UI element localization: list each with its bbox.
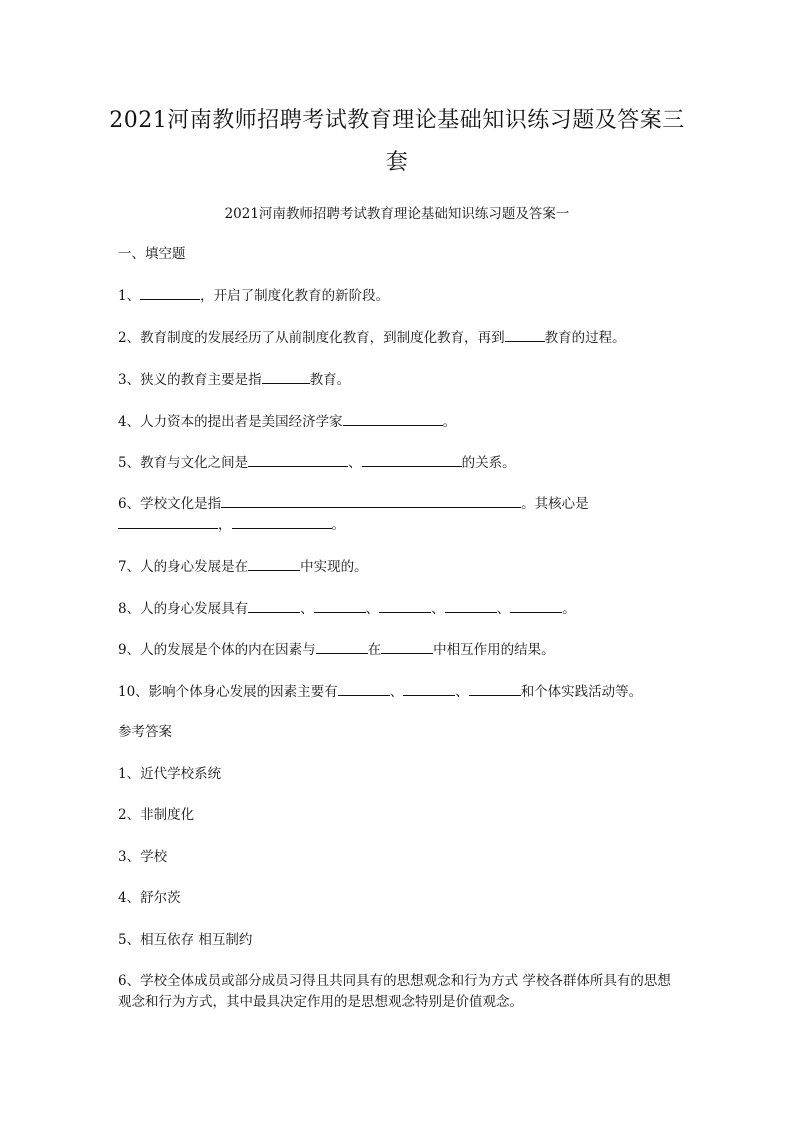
answer-blank xyxy=(445,598,497,613)
answer-4: 4、舒尔茨 xyxy=(118,890,181,906)
question-5-separator: 、 xyxy=(348,455,362,471)
question-1-prefix: 1、 xyxy=(118,288,141,304)
answer-blank xyxy=(248,556,300,571)
question-4-text: 4、人力资本的提出者是美国经济学家 xyxy=(118,414,343,430)
question-3 xyxy=(118,369,676,391)
answer-2: 2、非制度化 xyxy=(118,807,195,823)
question-9-middle: 在 xyxy=(367,642,382,658)
question-8-end: 。 xyxy=(562,601,576,617)
question-1 xyxy=(118,285,676,307)
question-3-suffix: 教育。 xyxy=(309,372,351,388)
question-10-sep: 、 xyxy=(389,684,404,700)
question-5-suffix: 的关系。 xyxy=(461,455,516,471)
question-6-continued xyxy=(118,514,676,536)
question-10 xyxy=(118,681,676,703)
answer-blank xyxy=(403,681,455,696)
question-8-sep: 、 xyxy=(300,601,314,617)
question-2 xyxy=(118,327,676,349)
question-8 xyxy=(118,598,676,620)
question-1-text: ，开启了制度化教育的新阶段。 xyxy=(200,288,390,304)
answer-blank xyxy=(381,639,433,654)
answer-5: 5、相互依存 相互制约 xyxy=(118,932,253,948)
question-9-text: 9、人的发展是个体的内在因素与 xyxy=(118,642,316,658)
question-6-middle: 。其核心是 xyxy=(521,496,589,512)
question-2-suffix: 教育的过程。 xyxy=(544,330,626,346)
question-10-suffix: 和个体实践活动等。 xyxy=(520,684,643,700)
answer-blank xyxy=(510,598,562,613)
page-title: 2021河南教师招聘考试教育理论基础知识练习题及答案三套 xyxy=(109,108,685,175)
answer-1: 1、近代学校系统 xyxy=(118,766,222,782)
question-9 xyxy=(118,639,676,661)
answer-blank xyxy=(469,681,521,696)
answer-blank xyxy=(338,681,390,696)
question-8-sep: 、 xyxy=(496,601,511,617)
question-3-text: 3、狭义的教育主要是指 xyxy=(118,372,262,388)
answer-blank xyxy=(221,493,521,508)
answer-blank xyxy=(232,514,332,529)
question-2-text: 2、教育制度的发展经历了从前制度化教育，到制度化教育，再到 xyxy=(118,330,505,346)
question-4 xyxy=(118,411,676,433)
answers-heading: 参考答案 xyxy=(118,724,172,740)
answer-blank xyxy=(248,452,348,467)
question-8-sep: 、 xyxy=(431,601,445,617)
section-heading-fill-in: 一、填空题 xyxy=(118,246,186,262)
question-7-text: 7、人的身心发展是在 xyxy=(118,559,249,575)
question-10-sep: 、 xyxy=(455,684,469,700)
question-6 xyxy=(118,493,676,515)
question-9-suffix: 中相互作用的结果。 xyxy=(433,642,555,658)
question-8-sep: 、 xyxy=(365,601,380,617)
question-6-separator: ， xyxy=(218,517,232,533)
question-5-text: 5、教育与文化之间是 xyxy=(118,455,249,471)
answer-blank xyxy=(316,639,368,654)
answer-blank xyxy=(362,452,462,467)
question-10-text: 10、影响个体身心发展的因素主要有 xyxy=(118,684,338,700)
answer-6: 6、学校全体成员或部分成员习得且共同具有的思想观念和行为方式 学校各群体所具有的思想观念和行为方式，其中最具决定作用的是思想观念特别是价值观念。 xyxy=(118,973,671,1010)
answer-blank xyxy=(314,598,366,613)
question-7 xyxy=(118,556,676,578)
answer-blank xyxy=(505,327,545,342)
question-6-end: 。 xyxy=(331,517,345,533)
answer-blank xyxy=(262,369,310,384)
section-subtitle: 2021河南教师招聘考试教育理论基础知识练习题及答案一 xyxy=(224,206,570,222)
question-6-text: 6、学校文化是指 xyxy=(118,496,222,512)
question-4-suffix: 。 xyxy=(442,414,457,430)
question-8-text: 8、人的身心发展具有 xyxy=(118,601,249,617)
answer-blank xyxy=(379,598,431,613)
question-7-suffix: 中实现的。 xyxy=(300,559,368,575)
answer-blank xyxy=(248,598,300,613)
answer-3: 3、学校 xyxy=(118,849,168,865)
answer-blank xyxy=(118,514,218,529)
answer-blank xyxy=(343,411,443,426)
question-5 xyxy=(118,452,676,474)
answer-blank xyxy=(140,285,200,300)
